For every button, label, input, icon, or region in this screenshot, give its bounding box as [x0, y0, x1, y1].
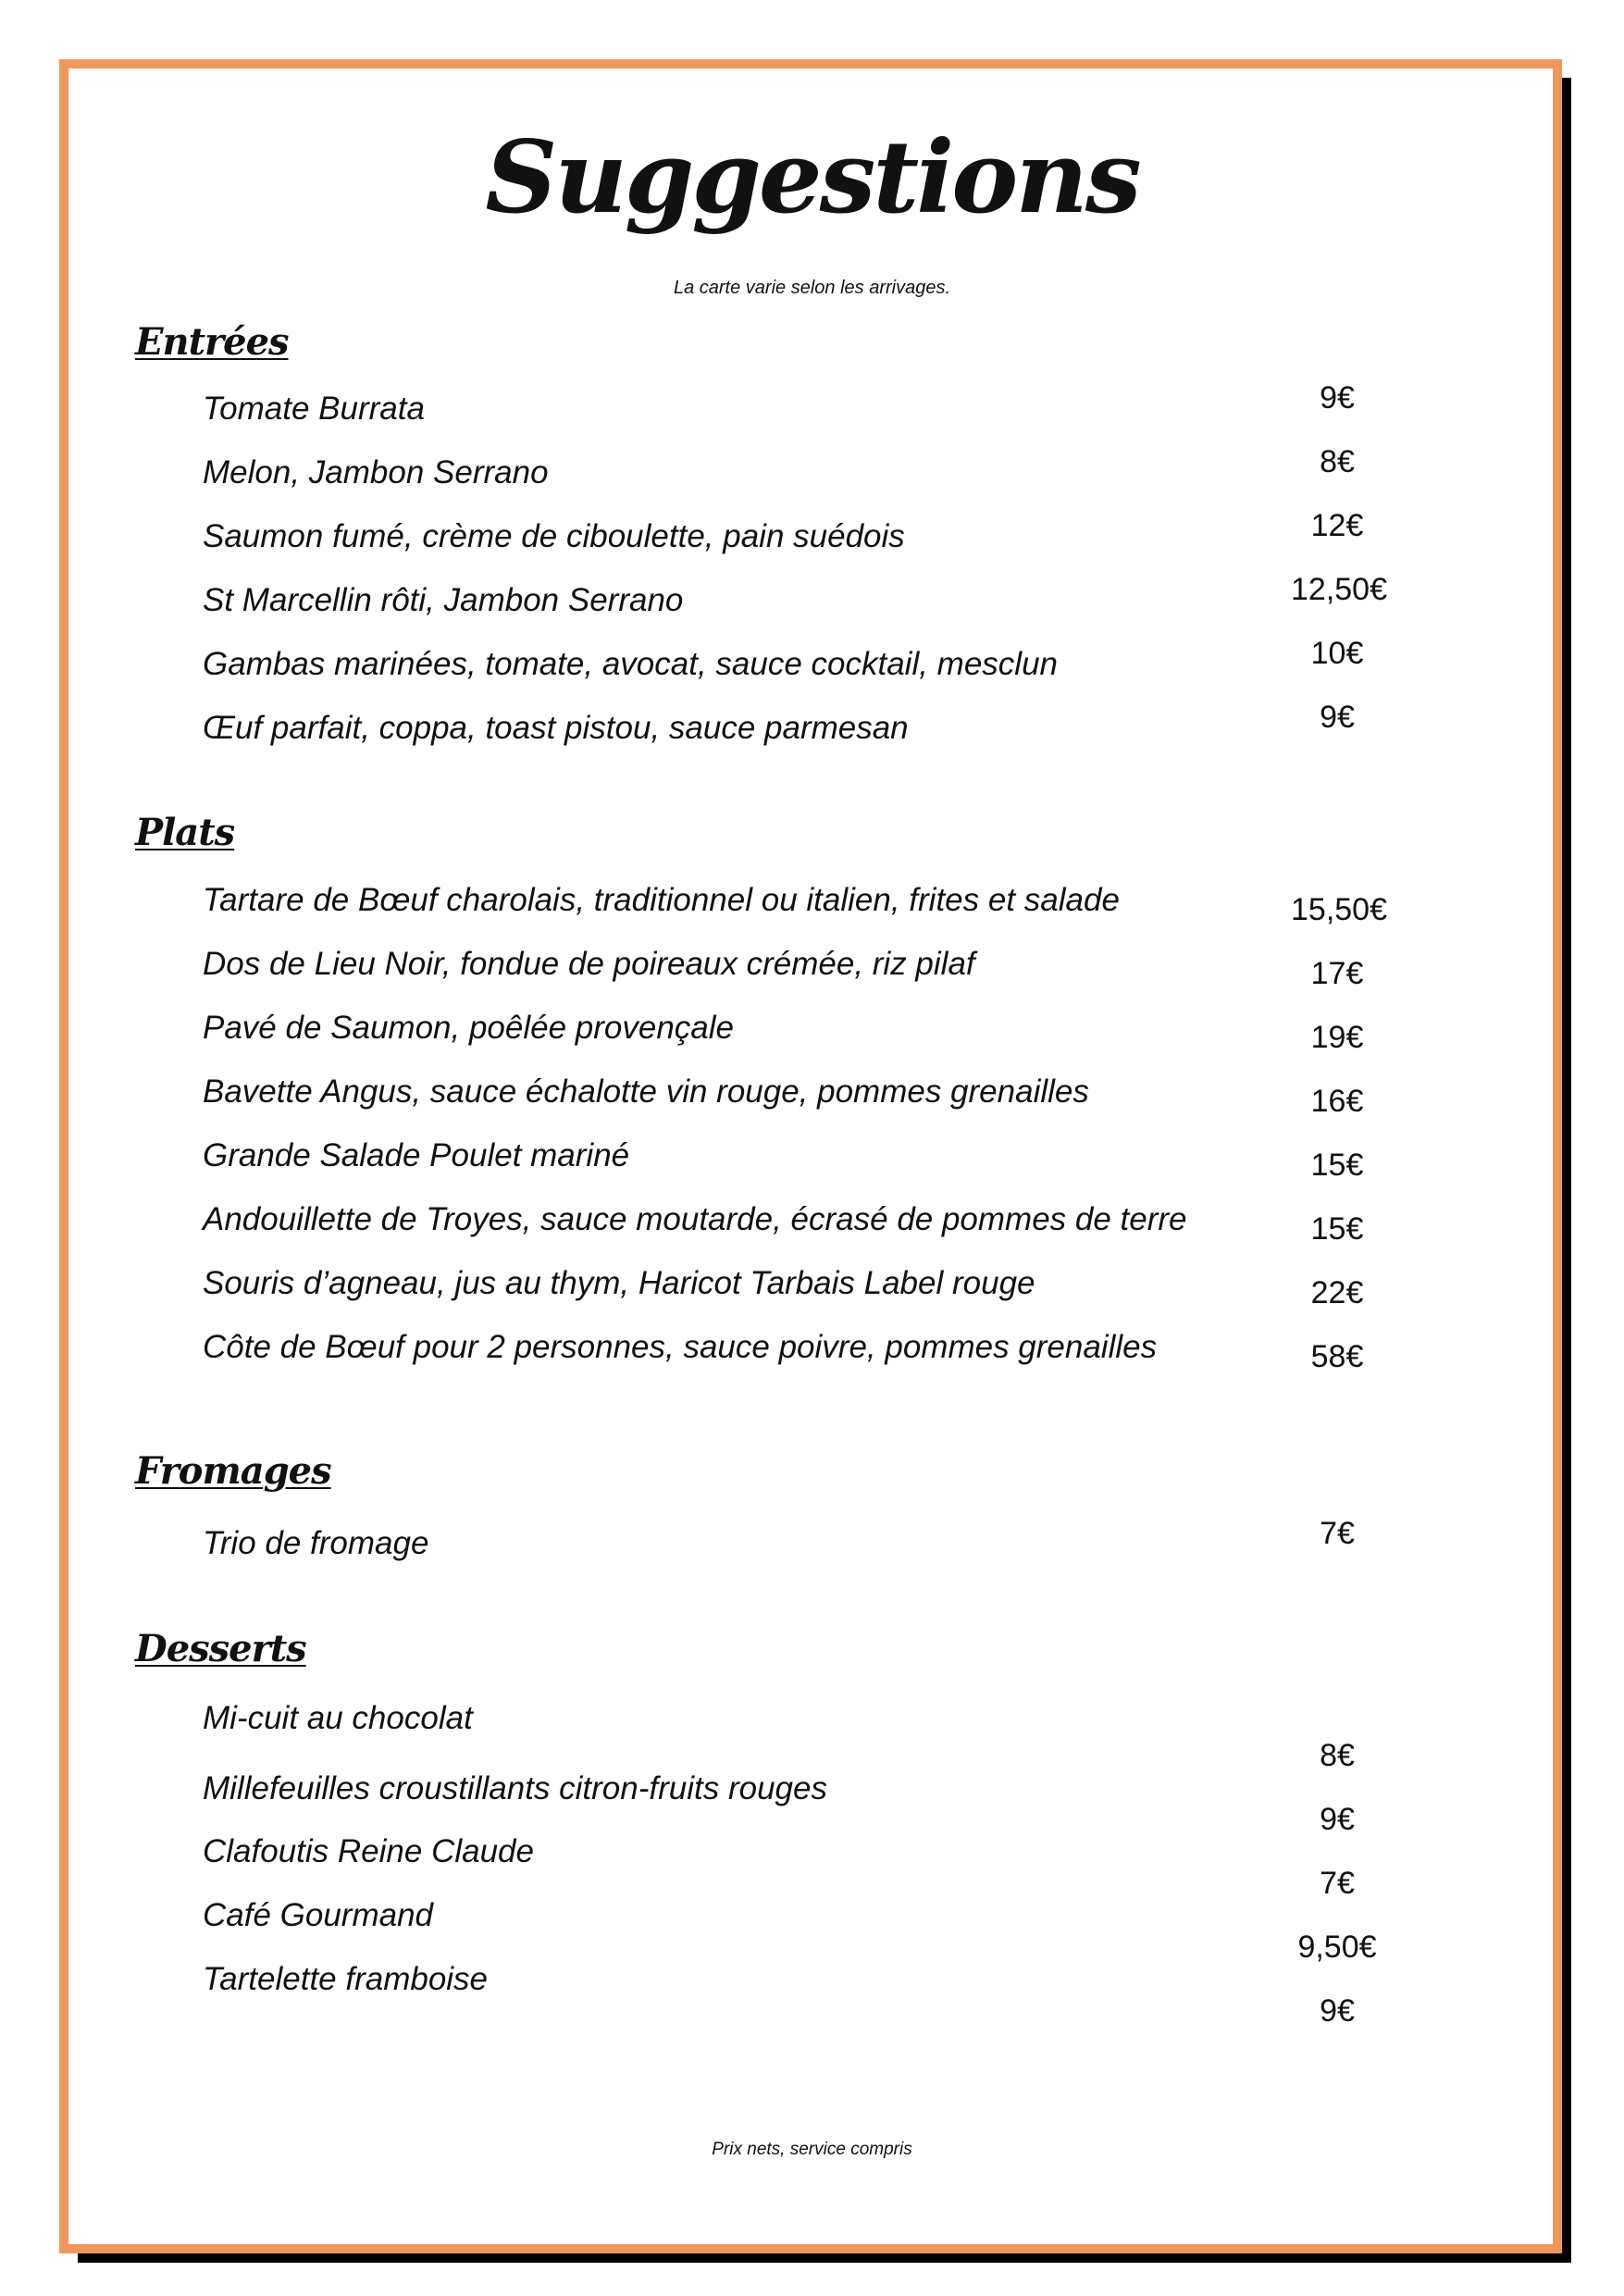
menu-item-price: 12€: [1310, 508, 1364, 543]
menu-item-price: 7€: [1320, 1516, 1355, 1551]
menu-item-price: 19€: [1310, 1020, 1364, 1055]
menu-item-name: Pavé de Saumon, poêlée provençale: [203, 1010, 735, 1046]
menu-item-price: 16€: [1310, 1084, 1364, 1119]
menu-item-price: 7€: [1320, 1866, 1355, 1901]
menu-item-name: Souris d’agneau, jus au thym, Haricot Tarbais Label rouge: [203, 1265, 1035, 1301]
menu-item-price: 15,50€: [1291, 892, 1387, 927]
menu-item-name: Tartelette framboise: [203, 1961, 489, 1997]
section-heading-desserts: Desserts: [135, 1627, 306, 1670]
menu-footer: Prix nets, service compris: [712, 2140, 912, 2159]
section-heading-plats: Plats: [135, 811, 235, 854]
menu-item-name: Saumon fumé, crème de ciboulette, pain suédois: [203, 518, 905, 554]
menu-item-price: 9€: [1320, 700, 1355, 735]
menu-item-name: Œuf parfait, coppa, toast pistou, sauce parmesan: [203, 710, 909, 746]
menu-item-name: Grande Salade Poulet mariné: [203, 1137, 630, 1173]
menu-item-name: Dos de Lieu Noir, fondue de poireaux crémée, riz pilaf: [203, 946, 975, 982]
menu-item-price: 8€: [1320, 1738, 1355, 1773]
menu-item-price: 9,50€: [1297, 1930, 1377, 1965]
menu-item-name: St Marcellin rôti, Jambon Serrano: [203, 582, 684, 618]
menu-item-name: Trio de fromage: [203, 1525, 429, 1561]
section-heading-fromages: Fromages: [135, 1449, 331, 1493]
menu-item-name: Tartare de Bœuf charolais, traditionnel ou italien, frites et salade: [203, 882, 1120, 918]
section-heading-entrees: Entrées: [135, 320, 289, 364]
menu-item-price: 9€: [1320, 380, 1355, 416]
menu-item-name: Millefeuilles croustillants citron-fruits rouges: [203, 1770, 827, 1806]
menu-item-price: 15€: [1310, 1148, 1364, 1183]
menu-item-price: 17€: [1310, 956, 1364, 991]
menu-item-price: 10€: [1310, 636, 1364, 671]
menu-item-name: Tomate Burrata: [203, 391, 425, 427]
menu-item-price: 58€: [1310, 1339, 1364, 1374]
menu-item-name: Gambas marinées, tomate, avocat, sauce cocktail, mesclun: [203, 646, 1059, 682]
menu-item-name: Andouillette de Troyes, sauce moutarde, écrasé de pommes de terre: [203, 1201, 1187, 1237]
menu-item-price: 22€: [1310, 1275, 1364, 1310]
menu-item-price: 9€: [1320, 1802, 1355, 1837]
menu-item-name: Clafoutis Reine Claude: [203, 1833, 534, 1869]
menu-title: Suggestions: [485, 119, 1139, 236]
menu-item-price: 8€: [1320, 444, 1355, 479]
menu-item-name: Melon, Jambon Serrano: [203, 454, 549, 490]
menu-item-name: Café Gourmand: [203, 1897, 434, 1933]
menu-item-name: Mi-cuit au chocolat: [203, 1700, 473, 1736]
menu-item-name: Bavette Angus, sauce échalotte vin rouge, pommes grenailles: [203, 1074, 1089, 1110]
menu-item-name: Côte de Bœuf pour 2 personnes, sauce poivre, pommes grenailles: [203, 1329, 1158, 1365]
menu-subtitle: La carte varie selon les arrivages.: [673, 278, 951, 298]
menu-item-price: 9€: [1320, 1993, 1355, 2029]
menu-item-price: 12,50€: [1291, 572, 1387, 607]
menu-item-price: 15€: [1310, 1211, 1364, 1247]
